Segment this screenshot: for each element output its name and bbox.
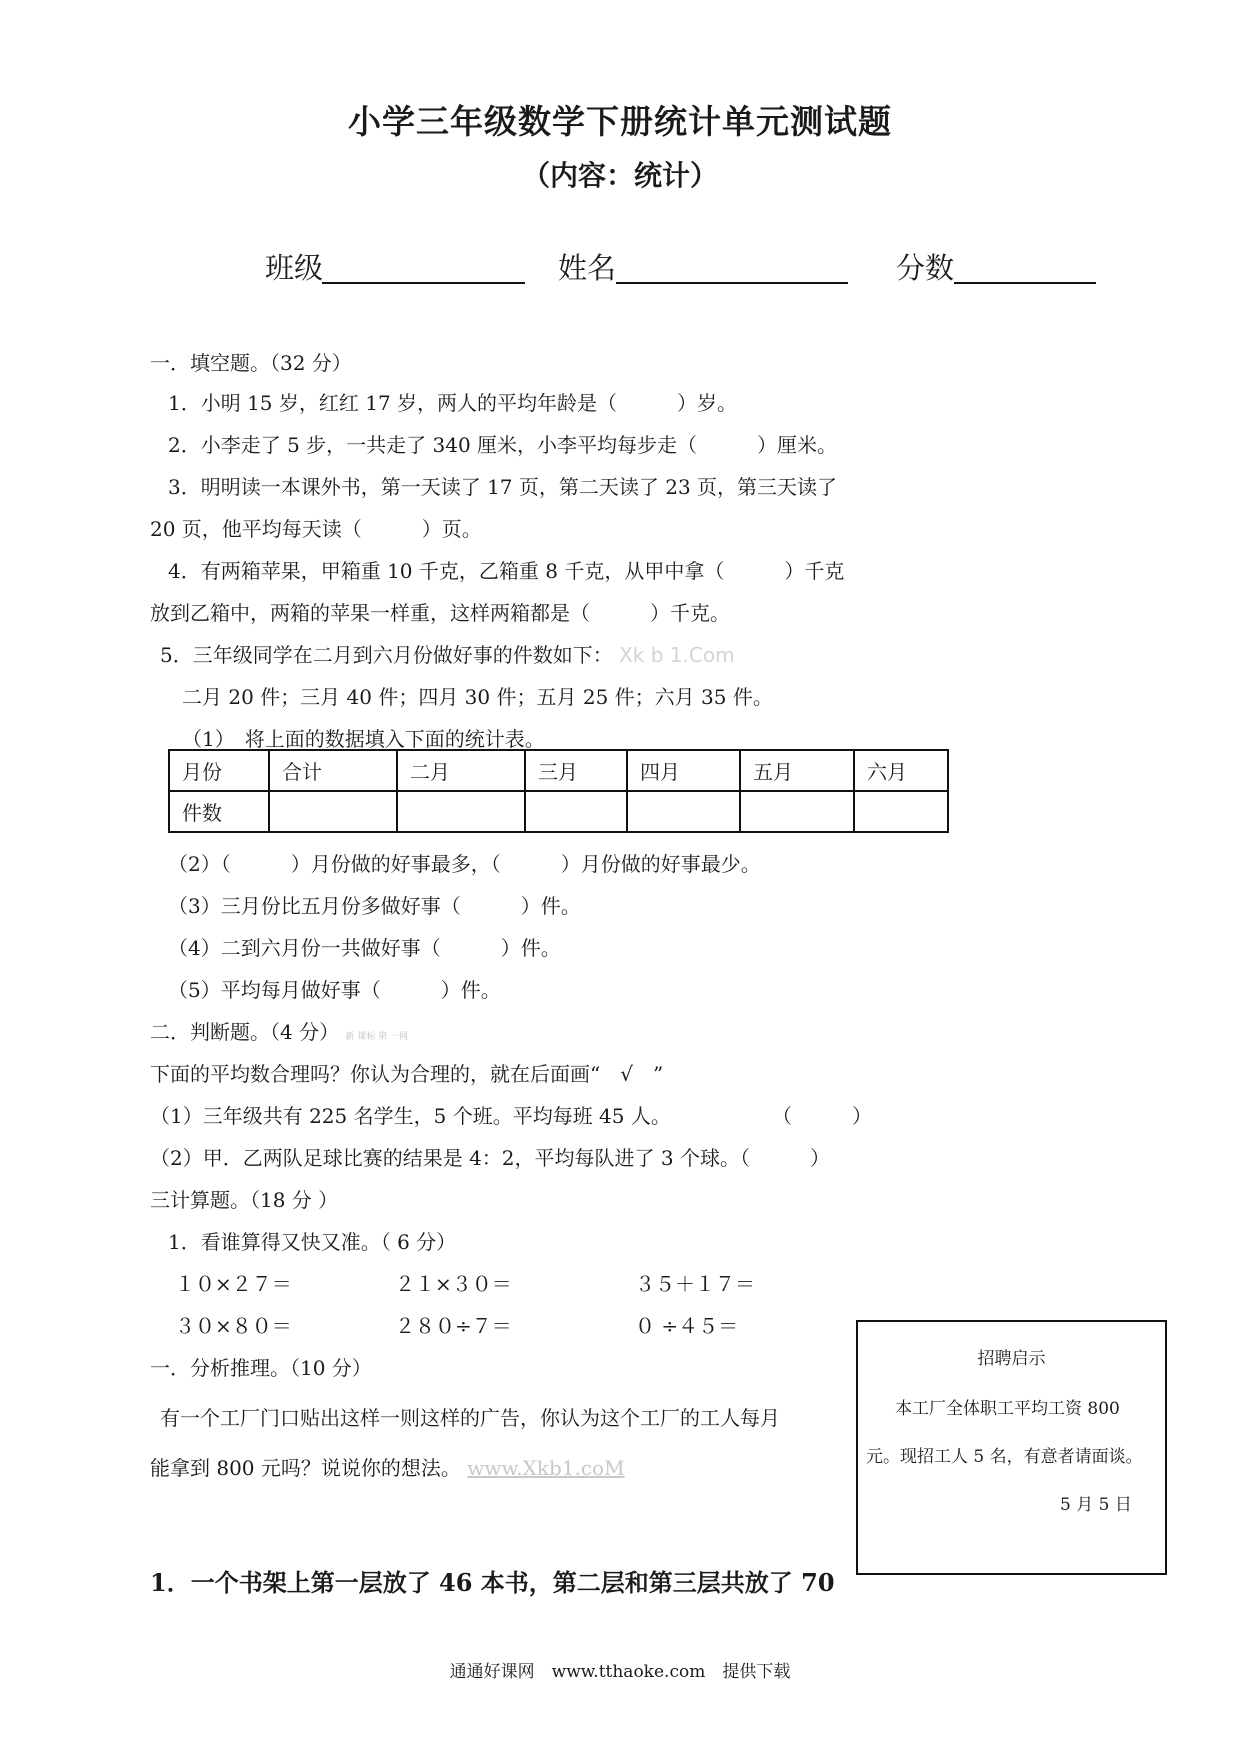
question-5-sub4: （4）二到六月份一共做好事（ ）件。	[168, 936, 561, 960]
footer: 通通好课网 www.tthaoke.com 提供下载	[449, 1662, 791, 1682]
statistics-table	[168, 749, 949, 833]
calc-item: １０×２７＝	[175, 1272, 292, 1296]
table-header-cell: 合计	[269, 750, 397, 791]
question-1: 1．小明 15 岁，红红 17 岁，两人的平均年龄是（ ）岁。	[168, 391, 738, 415]
question-5-sub3: （3）三月份比五月份多做好事（ ）件。	[168, 894, 581, 918]
recruitment-notice	[856, 1320, 1167, 1575]
analysis-paragraph-text: 能拿到 800 元吗？说说你的想法。	[150, 1456, 461, 1480]
judgement-item-2: （2）甲．乙两队足球比赛的结果是 4：2，平均每队进了 3 个球。（ ）	[150, 1146, 830, 1170]
name-label: 姓名	[558, 251, 617, 285]
calc-item: ２８０÷７＝	[395, 1314, 512, 1338]
notice-title: 招聘启示	[977, 1349, 1046, 1369]
class-blank	[322, 282, 525, 284]
question-4-line2: 放到乙箱中，两箱的苹果一样重，这样两箱都是（ ）千克。	[150, 601, 730, 625]
question-5-intro-text: 5．三年级同学在二月到六月份做好事的件数如下：	[160, 643, 613, 667]
table-header-cell: 四月	[627, 750, 740, 791]
analysis-paragraph-line1: 有一个工厂门口贴出这样一则这样的广告，你认为这个工厂的工人每月	[160, 1406, 780, 1430]
table-row	[169, 791, 948, 832]
calc-item: ３５＋１７＝	[635, 1272, 755, 1296]
question-5-intro	[160, 639, 735, 668]
page-title: 小学三年级数学下册统计单元测试题	[348, 102, 892, 141]
watermark-text: Xk b 1.Com	[619, 643, 735, 667]
section1-heading: 一．填空题。（32 分）	[150, 351, 352, 375]
question-3-line1: 3．明明读一本课外书，第一天读了 17 页，第二天读了 23 页，第三天读了	[168, 475, 838, 499]
class-label: 班级	[265, 251, 324, 285]
question-5-sub2: （2）（ ）月份做的好事最多，（ ）月份做的好事最少。	[168, 852, 761, 876]
section2-heading	[150, 1016, 408, 1045]
table-cell-blank	[397, 791, 525, 832]
table-cell-blank	[269, 791, 397, 832]
question-4-line1: 4．有两箱苹果，甲箱重 10 千克，乙箱重 8 千克，从甲中拿（ ）千克	[168, 559, 845, 583]
table-cell-blank	[525, 791, 627, 832]
table-header-row	[169, 750, 948, 791]
judgement-item-1-paren: （ ）	[772, 1104, 872, 1128]
question-5-sub5: （5）平均每月做好事（ ）件。	[168, 978, 501, 1002]
analysis-paragraph-line2	[150, 1452, 625, 1481]
calc-item: ０ ÷４５＝	[635, 1314, 739, 1338]
calc-sub1: 1．看谁算得又快又准。（ 6 分）	[168, 1230, 457, 1254]
score-blank	[954, 282, 1096, 284]
name-blank	[616, 282, 848, 284]
score-label: 分数	[896, 251, 955, 285]
table-header-cell: 二月	[397, 750, 525, 791]
table-cell-blank	[740, 791, 854, 832]
table-header-cell: 三月	[525, 750, 627, 791]
table-header-cell: 五月	[740, 750, 854, 791]
table-cell-blank	[854, 791, 948, 832]
notice-date: 5 月 5 日	[1060, 1495, 1132, 1515]
calc-item: ２１×３０＝	[395, 1272, 512, 1296]
watermark-text: 新 课标 第 一网	[345, 1032, 409, 1042]
question-5-sub1: （1） 将上面的数据填入下面的统计表。	[182, 727, 545, 751]
page-subtitle: （内容：统计）	[521, 159, 718, 192]
section4-heading: 一．分析推理。（10 分）	[150, 1356, 372, 1380]
table-header-cell: 六月	[854, 750, 948, 791]
watermark-link: www.Xkb1.coM	[467, 1456, 625, 1480]
question-2: 2．小李走了 5 步，一共走了 340 厘米，小李平均每步走（ ）厘米。	[168, 433, 838, 457]
table-row-label: 件数	[169, 791, 269, 832]
section3-heading: 三计算题。（18 分 ）	[150, 1188, 339, 1212]
question-3-line2: 20 页，他平均每天读（ ）页。	[150, 517, 482, 541]
calc-item: ３０×８０＝	[175, 1314, 292, 1338]
notice-line-2: 元。现招工人 5 名，有意者请面谈。	[866, 1447, 1143, 1467]
judgement-item-1: （1）三年级共有 225 名学生，5 个班。平均每班 45 人。	[150, 1104, 671, 1128]
judgement-prompt: 下面的平均数合理吗？你认为合理的，就在后面画“ √ ”	[150, 1062, 664, 1086]
table-header-cell: 月份	[169, 750, 269, 791]
question-5-data: 二月 20 件；三月 40 件；四月 30 件；五月 25 件；六月 35 件。	[182, 685, 773, 709]
bold-question: 1．一个书架上第一层放了 46 本书，第二层和第三层共放了 70	[150, 1568, 835, 1597]
notice-line-1: 本工厂全体职工平均工资 800	[895, 1399, 1120, 1419]
table-cell-blank	[627, 791, 740, 832]
section2-heading-text: 二．判断题。（4 分）	[150, 1020, 340, 1044]
